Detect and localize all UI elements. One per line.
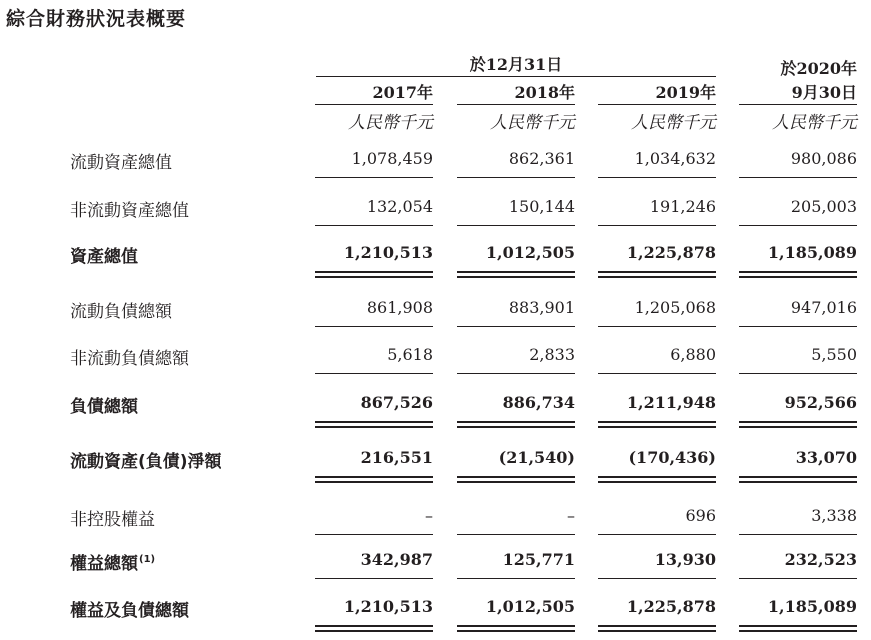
header-underline [598,104,716,105]
row-label [70,148,172,173]
double-underline [598,276,716,278]
double-underline [315,476,433,478]
double-underline [739,421,857,423]
row-label-text: 非流動資產總值 [70,201,189,221]
single-underline [315,225,433,226]
table-cell: 13,930 [654,550,716,569]
table-cell: 883,901 [508,298,575,317]
table-cell: 862,361 [508,149,575,168]
column-unit: 人民幣千元 [631,113,716,133]
single-underline [457,578,575,579]
table-cell: 1,205,068 [634,298,716,317]
table-cell: 125,771 [502,550,575,569]
double-underline [739,476,857,478]
single-underline [315,177,433,178]
table-cell: 696 [685,506,716,525]
table-cell: 1,185,089 [767,597,857,616]
table-cell: 947,016 [790,298,857,317]
double-underline [315,426,433,428]
table-cell: 342,987 [360,550,433,569]
column-header-year: 2017年 [372,83,433,102]
table-cell: 952,566 [784,393,857,412]
double-underline [457,271,575,273]
header-underline [457,104,575,105]
double-underline [457,426,575,428]
double-underline [315,630,433,632]
row-label-text: 負債總額 [70,397,138,417]
double-underline [315,625,433,627]
table-cell: (21,540) [498,448,575,467]
table-cell: 861,908 [366,298,433,317]
column-unit: 人民幣千元 [772,113,857,133]
group-header-rule [316,76,716,77]
table-cell: 216,551 [360,448,433,467]
double-underline [457,625,575,627]
column-header-year: 2018年 [514,83,575,102]
row-label-text: 流動資產總值 [70,153,172,173]
single-underline [739,225,857,226]
table-cell: – [425,506,433,525]
table-cell: 1,185,089 [767,243,857,262]
double-underline [457,481,575,483]
single-underline [457,225,575,226]
table-cell: 1,225,878 [626,243,716,262]
table-cell: 886,734 [502,393,575,412]
table-cell: 1,078,459 [351,149,433,168]
double-underline [739,276,857,278]
column-header-year: 9月30日 [791,83,857,102]
table-cell: 33,070 [795,448,857,467]
table-cell: 6,880 [670,345,716,364]
table-cell: 1,210,513 [343,597,433,616]
table-cell: 1,034,632 [634,149,716,168]
row-label-text: 資產總值 [70,247,138,267]
double-underline [598,421,716,423]
row-label-text: 流動資產(負債)淨額 [70,452,222,472]
row-label [70,297,172,322]
single-underline [457,534,575,535]
single-underline [457,373,575,374]
single-underline [598,578,716,579]
table-cell: 1,012,505 [485,597,575,616]
row-label-text: 非流動負債總額 [70,349,189,369]
single-underline [315,578,433,579]
double-underline [598,271,716,273]
table-cell: 205,003 [790,197,857,216]
double-underline [457,421,575,423]
table-cell: – [567,506,575,525]
single-underline [739,578,857,579]
row-label [70,196,189,221]
column-header-year: 2019年 [655,83,716,102]
single-underline [598,326,716,327]
double-underline [598,630,716,632]
table-cell: (170,436) [628,448,716,467]
single-underline [315,326,433,327]
double-underline [457,276,575,278]
single-underline [598,225,716,226]
table-cell: 150,144 [508,197,575,216]
date-group-header: 於12月31日 [469,55,563,74]
single-underline [598,373,716,374]
double-underline [598,476,716,478]
single-underline [457,326,575,327]
column-header-line1: 於2020年 [780,59,857,78]
header-underline [739,104,857,105]
double-underline [315,271,433,273]
single-underline [739,534,857,535]
row-label [70,596,189,621]
table-cell: 1,210,513 [343,243,433,262]
single-underline [457,177,575,178]
table-cell: 5,550 [811,345,857,364]
table-cell: 5,618 [387,345,433,364]
table-cell: 191,246 [649,197,716,216]
double-underline [739,481,857,483]
header-underline [315,104,433,105]
single-underline [739,177,857,178]
row-label-text: 非控股權益 [70,510,155,530]
double-underline [739,426,857,428]
double-underline [315,481,433,483]
double-underline [739,625,857,627]
footnote-marker: (1) [139,554,156,566]
row-label-text: 權益及負債總額 [70,601,189,621]
row-label [70,242,138,267]
single-underline [315,534,433,535]
double-underline [598,625,716,627]
double-underline [457,630,575,632]
double-underline [315,276,433,278]
column-unit: 人民幣千元 [348,113,433,133]
table-cell: 1,012,505 [485,243,575,262]
row-label-text: 流動負債總額 [70,302,172,322]
single-underline [315,373,433,374]
table-cell: 1,225,878 [626,597,716,616]
double-underline [598,426,716,428]
table-cell: 1,211,948 [626,393,716,412]
row-label [70,505,155,530]
double-underline [598,481,716,483]
table-cell: 132,054 [366,197,433,216]
table-cell: 980,086 [790,149,857,168]
table-cell: 867,526 [360,393,433,412]
row-label [70,447,222,472]
table-cell: 2,833 [529,345,575,364]
table-cell: 3,338 [811,506,857,525]
single-underline [739,373,857,374]
table-cell: 232,523 [784,550,857,569]
row-label [70,344,189,369]
double-underline [457,476,575,478]
double-underline [739,271,857,273]
page-title: 綜合財務狀況表概要 [6,8,187,30]
row-label-text: 權益總額 [70,554,138,574]
double-underline [739,630,857,632]
single-underline [739,326,857,327]
double-underline [315,421,433,423]
row-label [70,549,155,574]
single-underline [598,534,716,535]
single-underline [598,177,716,178]
row-label [70,392,138,417]
column-unit: 人民幣千元 [490,113,575,133]
